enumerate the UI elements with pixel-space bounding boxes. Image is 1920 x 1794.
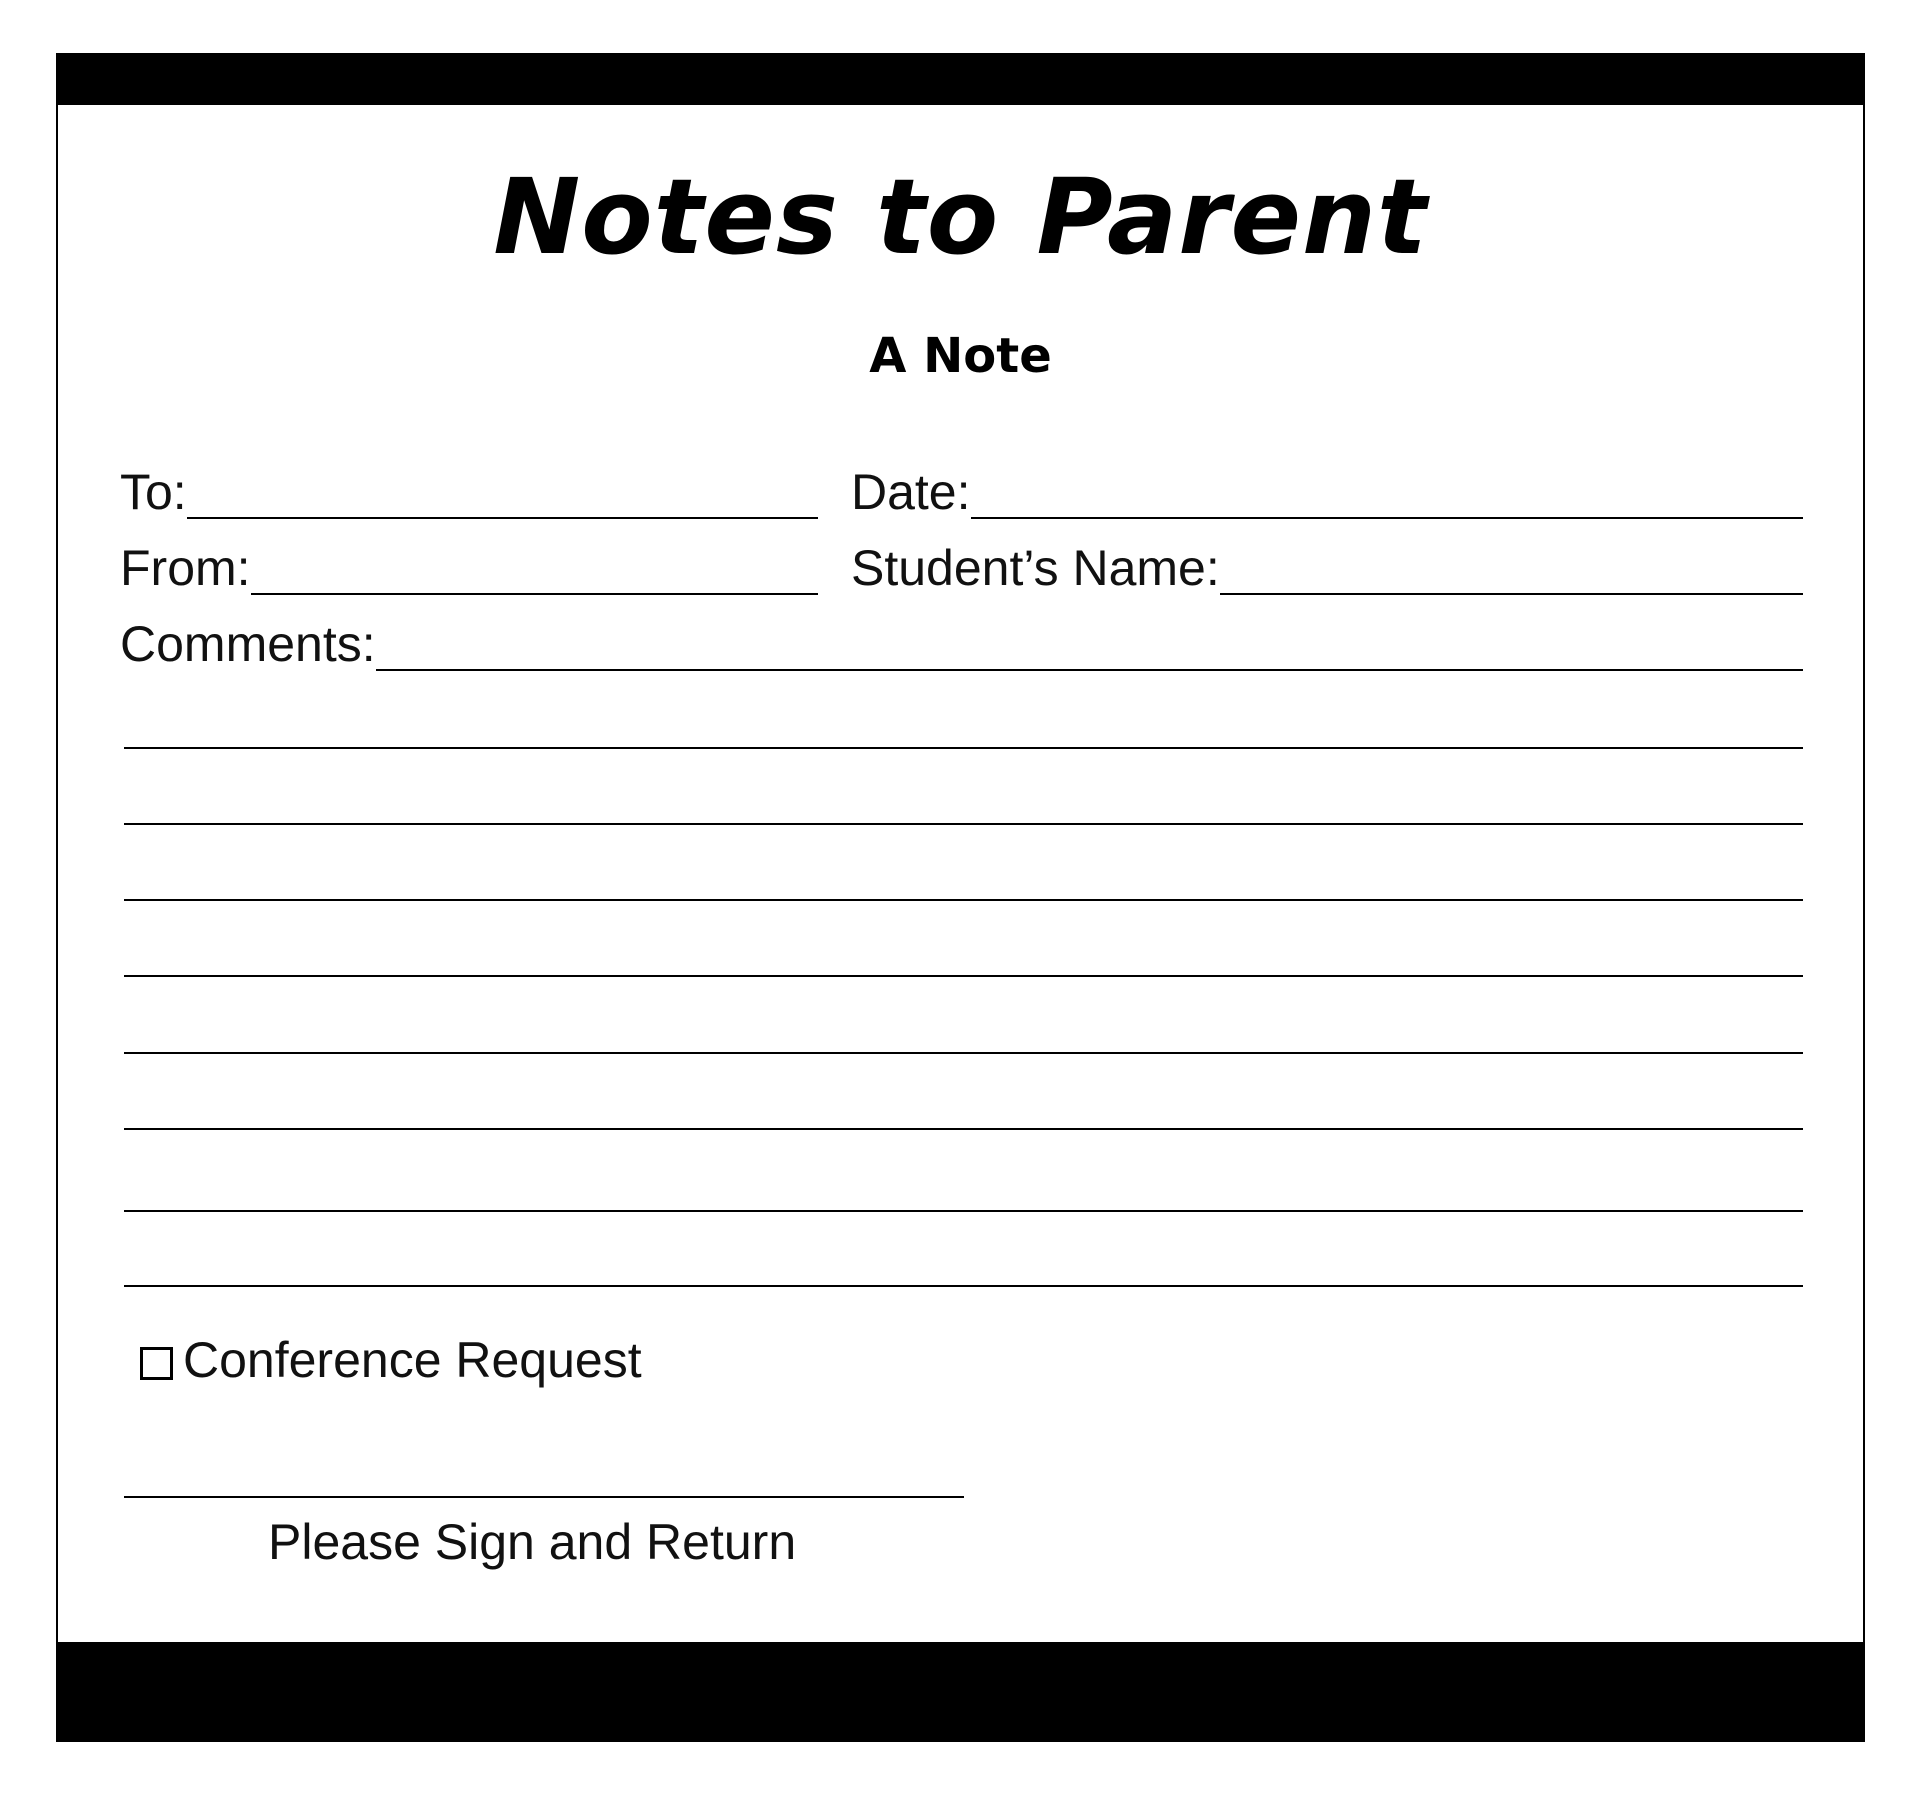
comment-line[interactable]: [124, 899, 1803, 901]
signature-label: Please Sign and Return: [268, 1514, 797, 1570]
comments-label: Comments:: [120, 616, 376, 672]
conference-checkbox[interactable]: [140, 1347, 173, 1380]
to-line[interactable]: [187, 517, 818, 519]
from-line[interactable]: [251, 593, 818, 595]
page-title: Notes to Parent: [493, 156, 1428, 278]
from-label: From:: [120, 540, 251, 596]
student-name-line[interactable]: [1220, 593, 1803, 595]
student-name-label: Student’s Name:: [851, 540, 1220, 596]
to-label: To:: [120, 464, 187, 520]
to-field[interactable]: [120, 459, 818, 519]
note-card: [56, 53, 1865, 1742]
comments-field[interactable]: [120, 611, 1803, 671]
student-name-field[interactable]: [851, 535, 1803, 595]
date-label: Date:: [851, 464, 971, 520]
comments-line[interactable]: [376, 669, 1803, 671]
page-subtitle: A Note: [869, 328, 1052, 384]
comment-line[interactable]: [124, 823, 1803, 825]
conference-label: Conference Request: [183, 1332, 642, 1388]
comment-line[interactable]: [124, 1285, 1803, 1287]
conference-request[interactable]: [140, 1330, 642, 1390]
comment-line[interactable]: [124, 1052, 1803, 1054]
comment-line[interactable]: [124, 747, 1803, 749]
bottom-band: [58, 1642, 1863, 1740]
date-field[interactable]: [851, 459, 1803, 519]
top-band: [58, 55, 1863, 105]
comment-line[interactable]: [124, 1210, 1803, 1212]
comment-line[interactable]: [124, 1128, 1803, 1130]
signature-line[interactable]: [124, 1496, 964, 1498]
from-field[interactable]: [120, 535, 818, 595]
comment-line[interactable]: [124, 975, 1803, 977]
date-line[interactable]: [971, 517, 1803, 519]
